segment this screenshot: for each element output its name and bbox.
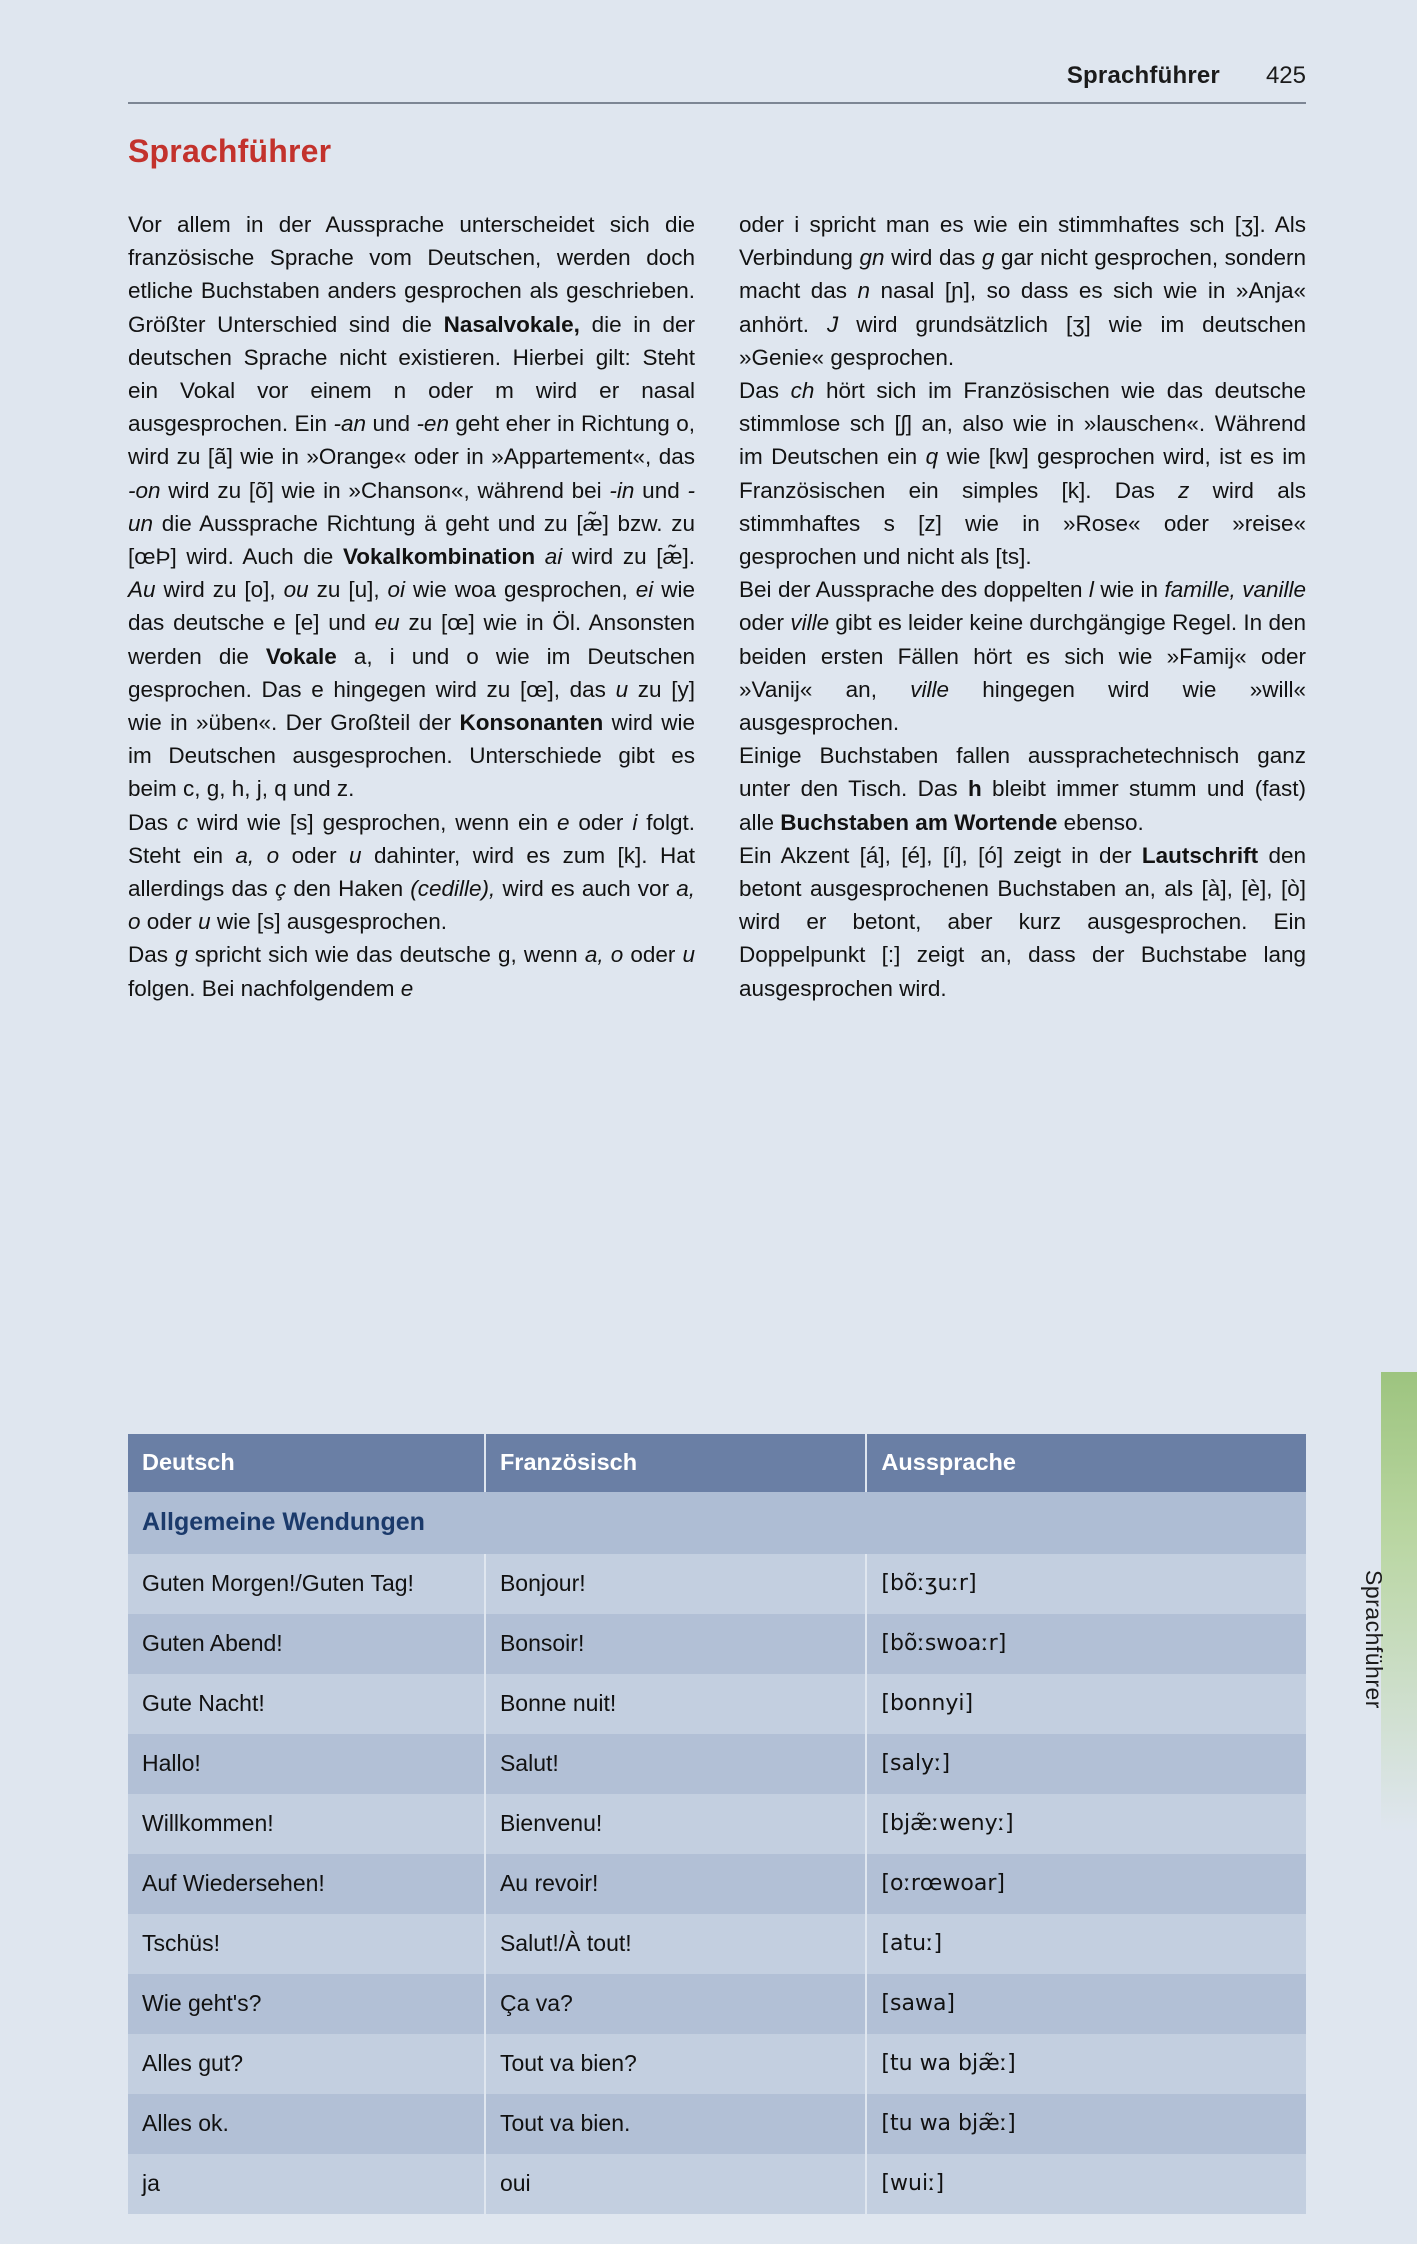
table-section-row: [128, 1492, 1306, 1554]
cell-franzoesisch: Salut!: [485, 1734, 866, 1794]
cell-deutsch: ja: [128, 2154, 485, 2214]
cell-deutsch: Gute Nacht!: [128, 1674, 485, 1734]
paragraph: Vor allem in der Aussprache unterscheidet sich die französische Sprache vom Deutschen, werden doch etliche Buchstaben anders gesprochen als geschrieben. Größter Unterschied sind die Nasalvokale, die in der deutschen Sprache nicht existieren. Hierbei gilt: Steht ein Vokal vor einem n oder m wird er nasal ausgesprochen. Ein -an und -en geht eher in Richtung o, wird zu [ã] wie in »Orange« oder in »Appartement«, das -on wird zu [õ] wie in »Chanson«, während bei -in und -un die Aussprache Richtung ä geht und zu [æ̃] bzw. zu [œÞ] wird. Auch die Vokalkombination ai wird zu [æ̃]. Au wird zu [o], ou zu [u], oi wie woa gesprochen, ei wie das deutsche e [e] und eu zu [œ] wie in Öl. Ansonsten werden die Vokale a, i und o wie im Deutschen gesprochen. Das e hingegen wird zu [œ], das u zu [y] wie in »üben«. Der Großteil der Konsonanten wird wie im Deutschen ausgesprochen. Unterschiede gibt es beim c, g, h, j, q und z.: [128, 212, 696, 802]
cell-aussprache: [salyː]: [866, 1734, 1306, 1794]
cell-aussprache: [oːrœwoar]: [866, 1854, 1306, 1914]
table-row: [128, 2034, 1306, 2094]
table-row: [128, 1794, 1306, 1854]
cell-aussprache: [bõːswoaːr]: [866, 1614, 1306, 1674]
column-header-deutsch: Deutsch: [128, 1434, 485, 1492]
table-row: [128, 1914, 1306, 1974]
cell-franzoesisch: oui: [485, 2154, 866, 2214]
page-number: 425: [1265, 62, 1306, 89]
cell-deutsch: Wie geht's?: [128, 1974, 485, 2034]
cell-aussprache: [tu wa bjæ̃ː]: [866, 2034, 1306, 2094]
column-header-aussprache: Aussprache: [866, 1434, 1306, 1492]
cell-franzoesisch: Tout va bien.: [485, 2094, 866, 2154]
cell-deutsch: Willkommen!: [128, 1794, 485, 1854]
table-header-row: [128, 1434, 1306, 1492]
cell-franzoesisch: Salut!/À tout!: [485, 1914, 866, 1974]
cell-deutsch: Alles gut?: [128, 2034, 485, 2094]
side-tab-label: Sprachführer: [1361, 1570, 1387, 1709]
cell-franzoesisch: Au revoir!: [485, 1854, 866, 1914]
cell-aussprache: [bjæ̃ːwenyː]: [866, 1794, 1306, 1854]
cell-franzoesisch: Bonne nuit!: [485, 1674, 866, 1734]
section-title: Allgemeine Wendungen: [128, 1492, 1306, 1554]
right-column: [739, 208, 1306, 1005]
column-header-franzoesisch: Französisch: [485, 1434, 866, 1492]
cell-franzoesisch: Bonsoir!: [485, 1614, 866, 1674]
paragraph: Das ch hört sich im Französischen wie das deutsche stimmlose sch [ʃ] an, also wie in »lauschen«. Während im Deutschen ein q wie [kw] gesprochen wird, ist es im Französischen ein simples [k]. Das z wird als stimmhaftes s [z] wie in »Rose« oder »reise« gesprochen und nicht als [ts].: [739, 378, 1306, 570]
cell-deutsch: Guten Morgen!/Guten Tag!: [128, 1554, 485, 1614]
cell-deutsch: Hallo!: [128, 1734, 485, 1794]
cell-franzoesisch: Tout va bien?: [485, 2034, 866, 2094]
table-row: [128, 1974, 1306, 2034]
paragraph: Das g spricht sich wie das deutsche g, wenn a, o oder u folgen. Bei nachfolgendem e: [128, 942, 696, 1001]
table-row: [128, 1734, 1306, 1794]
paragraph: Das c wird wie [s] gesprochen, wenn ein e oder i folgt. Steht ein a, o oder u dahinter, wird es zum [k]. Hat allerdings das ç den Haken (cedille), wird es auch vor a, o oder u wie [s] ausgesprochen.: [128, 809, 695, 935]
paragraph: oder i spricht man es wie ein stimmhaftes sch [ʒ]. Als Verbindung gn wird das g gar nicht gesprochen, sondern macht das n nasal [ɲ], so dass es sich wie in »Anja« anhört. J wird grundsätzlich [ʒ] wie im deutschen »Genie« gesprochen.: [739, 212, 1306, 370]
cell-aussprache: [atuː]: [866, 1914, 1306, 1974]
table-body: [128, 1492, 1306, 2214]
cell-deutsch: Tschüs!: [128, 1914, 485, 1974]
left-column: [128, 208, 695, 1005]
page-header: [128, 62, 1306, 90]
paragraph: Ein Akzent [á], [é], [í], [ó] zeigt in der Lautschrift den betont ausgesprochenen Buchstaben an, als [à], [è], [ò] wird er betont, aber kurz ausgesprochen. Ein Doppelpunkt [:] zeigt an, dass der Buchstabe lang ausgesprochen wird.: [739, 842, 1306, 1001]
cell-aussprache: [bonnyi]: [866, 1674, 1306, 1734]
cell-franzoesisch: Bonjour!: [485, 1554, 866, 1614]
cell-deutsch: Auf Wiedersehen!: [128, 1854, 485, 1914]
paragraph: Bei der Aussprache des doppelten l wie in famille, vanille oder ville gibt es leider keine durchgängige Regel. In den beiden ersten Fällen hört es sich wie »Famij« oder »Vanij« an, ville hingegen wird wie »will« ausgesprochen.: [739, 577, 1307, 736]
header-divider: [128, 102, 1306, 104]
cell-franzoesisch: Bienvenu!: [485, 1794, 866, 1854]
table-row: [128, 1674, 1306, 1734]
table-row: [128, 2094, 1306, 2154]
cell-aussprache: [sawa]: [866, 1974, 1306, 2034]
header-title: Sprachführer: [1066, 62, 1220, 89]
table-row: [128, 1554, 1306, 1614]
page-title: Sprachführer: [128, 133, 332, 169]
body-columns: [128, 208, 1306, 1005]
table-row: [128, 1614, 1306, 1674]
cell-aussprache: [tu wa bjæ̃ː]: [866, 2094, 1306, 2154]
cell-aussprache: [bõːʒuːr]: [866, 1554, 1306, 1614]
cell-franzoesisch: Ça va?: [485, 1974, 866, 2034]
table-row: [128, 2154, 1306, 2214]
paragraph: Einige Buchstaben fallen aussprachetechnisch ganz unter den Tisch. Das h bleibt immer stumm und (fast) alle Buchstaben am Wortende ebenso.: [739, 743, 1306, 835]
cell-aussprache: [wuiː]: [866, 2154, 1306, 2214]
cell-deutsch: Guten Abend!: [128, 1614, 485, 1674]
phrase-table: [128, 1434, 1306, 2214]
table-row: [128, 1854, 1306, 1914]
cell-deutsch: Alles ok.: [128, 2094, 485, 2154]
